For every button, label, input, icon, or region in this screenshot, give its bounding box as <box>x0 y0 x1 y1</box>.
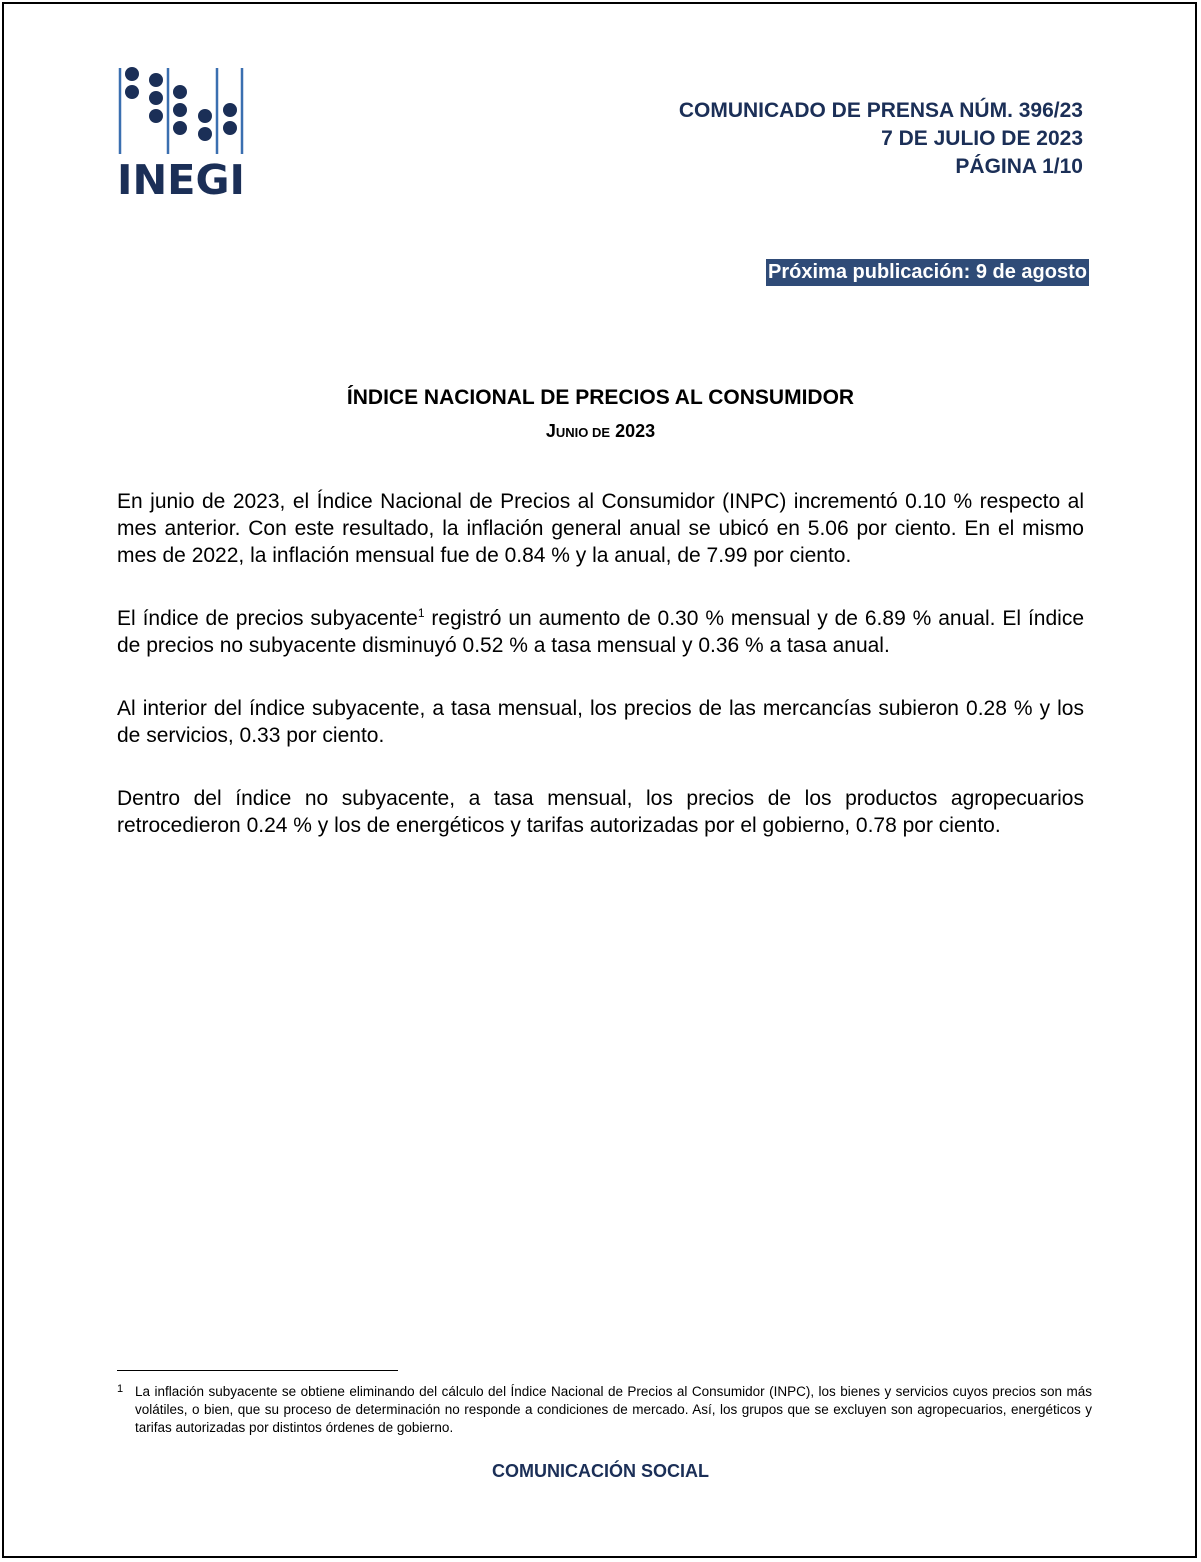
press-release-number: COMUNICADO DE PRENSA NÚM. 396/23 <box>678 99 1083 122</box>
footnote <box>117 1383 1092 1437</box>
press-release-date: 7 DE JULIO DE 2023 <box>881 127 1083 150</box>
document-title: ÍNDICE NACIONAL DE PRECIOS AL CONSUMIDOR <box>346 386 855 409</box>
footnote-mark: 1 <box>117 1383 124 1395</box>
document-subtitle: JUNIO DE 2023 <box>545 421 656 441</box>
body-text <box>117 488 1084 875</box>
press-release-header <box>679 97 1083 181</box>
paragraph-4: Dentro del índice no subyacente, a tasa mensual, los precios de los productos agropecuarios retrocedieron 0.24 % y los de energéticos y tarifas autorizadas por el gobierno, 0.78 por ciento. <box>117 787 1084 837</box>
paragraph-3: Al interior del índice subyacente, a tasa mensual, los precios de las mercancías subieron 0.28 % y los de servicios, 0.33 por ciento. <box>117 697 1084 747</box>
footnote-divider <box>117 1370 398 1371</box>
footnote-text: La inflación subyacente se obtiene eliminando del cálculo del Índice Nacional de Precios al Consumidor (INPC), los bienes y servicios cuyos precios son más volátiles, o bien, que su proceso de determinación no responde a condiciones de mercado. Así, los grupos que se excluyen son agropecuarios, energéticos y tarifas autorizadas por distintos órdenes de gobierno. <box>135 1384 1092 1435</box>
inegi-logo <box>116 66 246 196</box>
logo-text: INEGI <box>117 156 245 196</box>
page-number: PÁGINA 1/10 <box>955 155 1083 178</box>
footnote-ref: 1 <box>417 606 425 620</box>
paragraph-2: El índice de precios subyacente$^1$ registró un aumento de 0.30 % mensual y de 6.89 % anual. El índice de precios no subyacente disminuyó 0.52 % a tasa mensual y 0.36 % a tasa anual. <box>117 606 1084 657</box>
paragraph-1: En junio de 2023, el Índice Nacional de Precios al Consumidor (INPC) incrementó 0.10 % respecto al mes anterior. Con este resultado, la inflación general anual se ubicó en 5.06 por ciento. En el mismo mes de 2022, la inflación mensual fue de 0.84 % y la anual, de 7.99 por ciento. <box>117 490 1084 567</box>
footer-communication: COMUNICACIÓN SOCIAL <box>492 1461 709 1481</box>
next-publication-badge: Próxima publicación: 9 de agosto <box>766 259 1089 286</box>
